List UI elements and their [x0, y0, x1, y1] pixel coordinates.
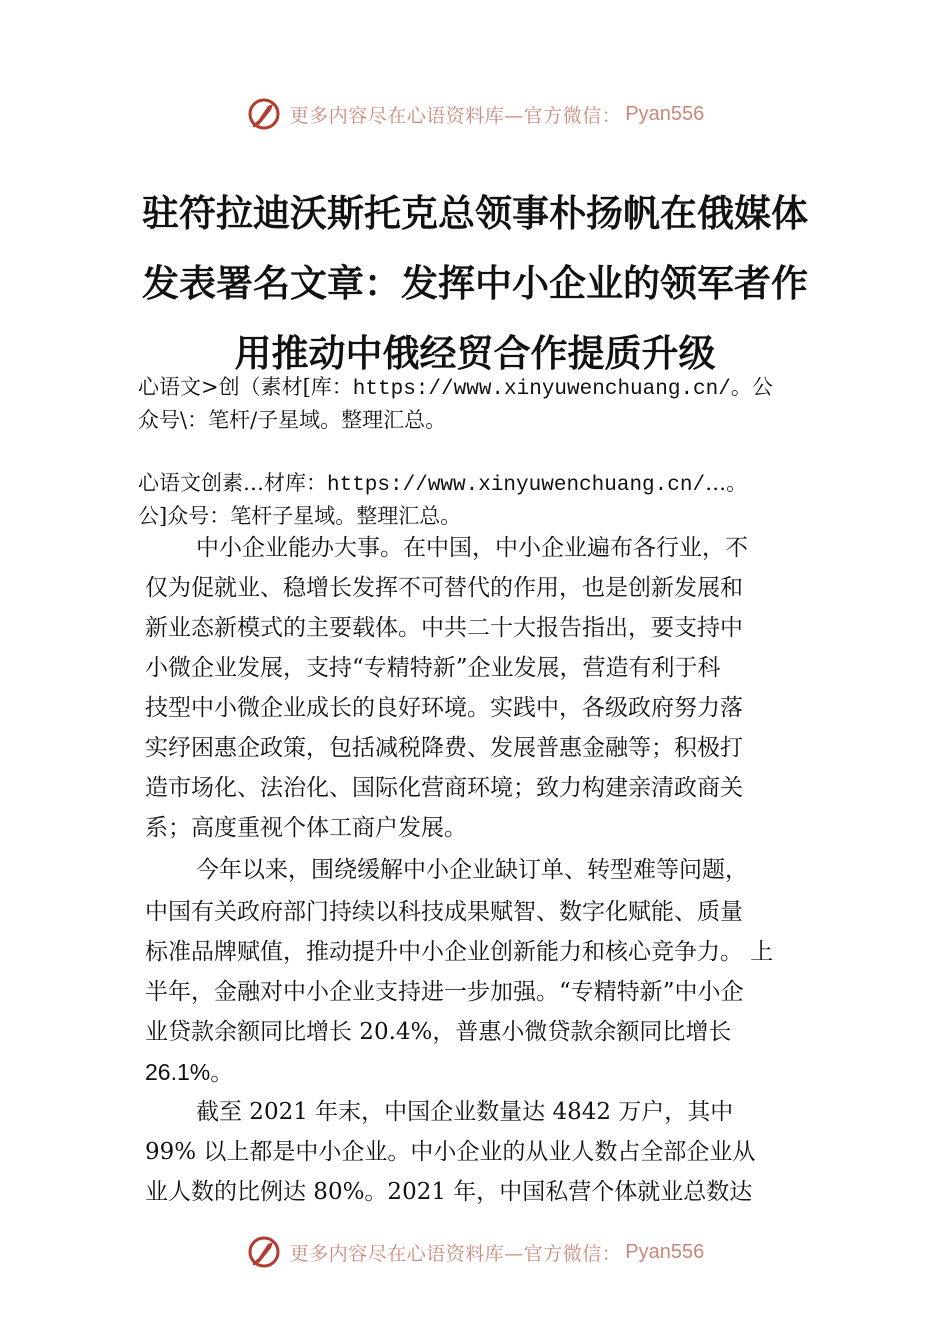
footer-banner	[0, 1230, 950, 1274]
paragraph	[145, 528, 815, 848]
banner-wechat-id: Pyan556	[625, 1240, 705, 1263]
paragraph-line: 系；高度重视个体工商户发展。	[145, 815, 467, 841]
article-body	[145, 528, 815, 1212]
title-line: 发表署名文章：发挥中小企业的领军者作	[142, 261, 808, 305]
paragraph-line: 实纾困惠企政策，包括减税降费、发展普惠金融等；积极打	[145, 735, 743, 761]
source-prefix: 心语文>创（素材[库：	[138, 375, 353, 399]
source-url-link[interactable]: https://www.xinyuwenchuang.cn/	[327, 474, 706, 497]
source-note	[138, 468, 828, 531]
paragraph-line: 仅为促就业、稳增长发挥不可替代的作用，也是创新发展和	[145, 575, 743, 601]
paragraph-line: 业人数的比例达 80%。2021 年，中国私营个体就业总数达	[145, 1179, 753, 1205]
quill-logo-icon	[246, 96, 282, 132]
banner-text: 更多内容尽在心语资料库—官方微信：	[289, 1242, 622, 1265]
banner-wechat-id: Pyan556	[625, 102, 705, 125]
paragraph-line: 业贷款余额同比增长 20.4%，普惠小微贷款余额同比增长	[145, 1019, 732, 1045]
source-url-link[interactable]: https://www.xinyuwenchuang.cn/	[352, 378, 731, 401]
paragraph-line: 99% 以上都是中小企业。中小企业的从业人数占全部企业从	[145, 1139, 756, 1165]
paragraph-line: 造市场化、法治化、国际化营商环境；致力构建亲清政商关	[145, 775, 743, 801]
title-line: 用推动中俄经贸合作提质升级	[234, 331, 716, 375]
paragraph-line: 小微企业发展，支持“专精特新”企业发展，营造有利于科	[145, 655, 721, 681]
paragraph-line: 中国有关政府部门持续以科技成果赋智、数字化赋能、质量	[145, 899, 743, 925]
source-note-line: 众号\：笔杆/子星域。整理汇总。	[138, 408, 447, 432]
paragraph-line: 技型中小微企业成长的良好环境。实践中，各级政府努力落	[145, 695, 743, 721]
title-line: 驻符拉迪沃斯托克总领事朴扬帆在俄媒体	[142, 191, 808, 235]
article-title	[130, 178, 820, 388]
paragraph-line: 半年，金融对中小企业支持进一步加强。“专精特新”中小企	[145, 979, 744, 1005]
banner-text: 更多内容尽在心语资料库—官方微信：	[289, 104, 622, 127]
source-suffix: 。公	[730, 375, 773, 399]
source-note-line: 公]众号：笔杆子星域。整理汇总。	[138, 504, 462, 528]
quill-logo-icon	[246, 1234, 282, 1270]
paragraph-line: 中小企业能办大事。在中国，中小企业遍布各行业，不	[196, 535, 748, 561]
paragraph-line: 标准品牌赋值，推动提升中小企业创新能力和核心竞争力。 上	[145, 939, 774, 965]
source-suffix: …。	[705, 471, 748, 495]
paragraph-line: 26.1%。	[145, 1059, 234, 1085]
source-note-line	[138, 468, 828, 501]
paragraph	[145, 848, 815, 1092]
paragraph	[145, 1092, 815, 1212]
paragraph-line: 新业态新模式的主要载体。中共二十大报告指出，要支持中	[145, 615, 743, 641]
header-banner	[0, 92, 950, 136]
paragraph-line: 截至 2021 年末，中国企业数量达 4842 万户，其中	[196, 1099, 734, 1125]
source-note	[138, 372, 828, 435]
source-prefix: 心语文创素…材库：	[138, 471, 327, 495]
source-note-line	[138, 372, 828, 405]
paragraph-line: 今年以来，围绕缓解中小企业缺订单、转型难等问题，	[196, 857, 748, 883]
